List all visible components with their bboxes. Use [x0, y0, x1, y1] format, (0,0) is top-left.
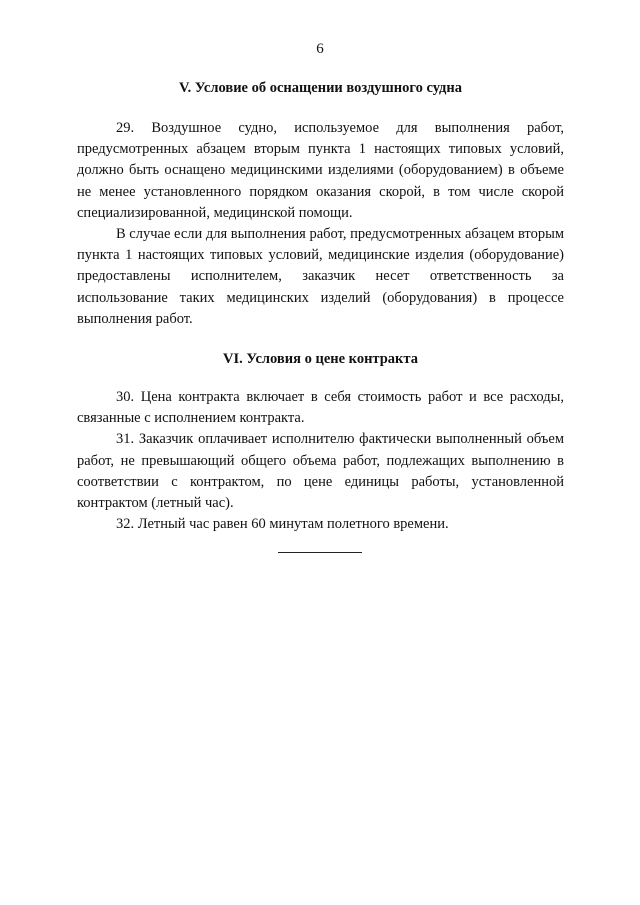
paragraph-30: 30. Цена контракта включает в себя стоимость работ и все расходы, связанные с исполнением контракта.	[77, 389, 564, 427]
section-vi-body	[77, 387, 564, 535]
paragraph-29-continuation: В случае если для выполнения работ, предусмотренных абзацем вторым пункта 1 настоящих типовых условий, медицинские изделия (оборудование) предоставлены исполнителем, заказчик несет ответственность за использование таких медицинских изделий (оборудования) в процессе выполнения работ.	[77, 226, 564, 327]
closing-divider	[278, 552, 362, 553]
document-body	[77, 78, 564, 535]
section-heading-vi: VI. Условия о цене контракта	[223, 351, 418, 368]
paragraph-31: 31. Заказчик оплачивает исполнителю фактически выполненный объем работ, не превышающий общего объема работ, подлежащих выполнению в соответствии с контрактом, по цене единицы работы, установленной контрактом (летный час).	[77, 431, 564, 512]
section-v-body	[77, 118, 564, 330]
section-heading-v: V. Условие об оснащении воздушного судна	[178, 80, 462, 96]
page-number: 6	[316, 41, 324, 57]
paragraph-29: 29. Воздушное судно, используемое для выполнения работ, предусмотренных абзацем вторым пункта 1 настоящих типовых условий, должно быть оснащено медицинскими изделиями (оборудованием) в объеме не менее установленного порядком оказания скорой, в том числе скорой специализированной, медицинской помощи.	[77, 120, 564, 221]
paragraph-32: 32. Летный час равен 60 минутам полетного времени.	[116, 516, 449, 533]
